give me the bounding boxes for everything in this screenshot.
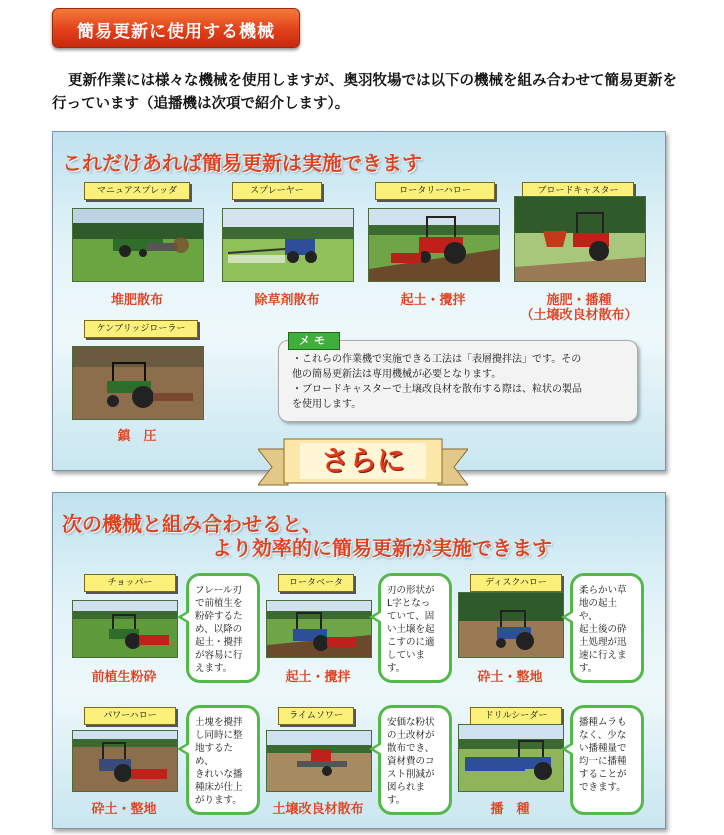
machine-caption: 除草剤散布 bbox=[254, 293, 320, 308]
disc-harrow-photo bbox=[458, 592, 564, 658]
info-bubble bbox=[186, 573, 260, 683]
machine-label: ロータリーハロー bbox=[375, 182, 495, 200]
info-bubble bbox=[378, 573, 452, 683]
machine-label: パワーハロー bbox=[84, 707, 176, 725]
memo-line: を使用します。 bbox=[292, 399, 362, 410]
cambridge-roller-photo bbox=[72, 346, 204, 420]
machine-caption: 施肥・播種 bbox=[546, 293, 612, 308]
machine-label: チョッパー bbox=[84, 574, 176, 592]
note-line: 安価な粉状 bbox=[387, 717, 435, 728]
note-line: め、以降の bbox=[195, 624, 243, 635]
note-line: 散布でき、 bbox=[387, 743, 435, 754]
machine-caption: 起土・攪拌 bbox=[400, 293, 466, 308]
info-bubble bbox=[186, 705, 260, 815]
machine-caption-sub: （土壌改良材散布） bbox=[520, 308, 638, 323]
memo-tag: メモ bbox=[288, 332, 340, 350]
note-line: できます。 bbox=[579, 782, 626, 793]
note-line: で前植生を bbox=[195, 598, 243, 609]
note-line: えます。 bbox=[195, 663, 233, 674]
note-line: 起土・攪拌 bbox=[195, 637, 243, 648]
note-line: がります。 bbox=[195, 795, 242, 806]
note-line: 播種ムラも bbox=[579, 717, 627, 728]
note-line: ていて、固 bbox=[387, 611, 435, 622]
note-line: 粉砕するた bbox=[195, 611, 243, 622]
note-line: し同時に整 bbox=[195, 730, 243, 741]
sarani-text: さらに bbox=[320, 444, 405, 477]
machine-caption: 砕土・整地 bbox=[477, 670, 543, 685]
note-line: 均一に播種 bbox=[579, 756, 627, 767]
machine-caption: 土壌改良材散布 bbox=[272, 802, 364, 817]
machine-label: ドリルシーダー bbox=[470, 707, 562, 725]
machine-label: スプレーヤー bbox=[232, 182, 322, 200]
machine-caption: 起土・攪拌 bbox=[285, 670, 351, 685]
note-line: こすのに適 bbox=[387, 637, 435, 648]
broadcaster-photo bbox=[514, 196, 646, 282]
note-line: L字となっ bbox=[387, 598, 431, 609]
note-line: い播種量で bbox=[579, 743, 627, 754]
sarani-ribbon bbox=[258, 435, 468, 490]
note-line: 土塊を攪拌 bbox=[195, 717, 243, 728]
note-line: の土改材が bbox=[387, 730, 435, 741]
machine-caption: 堆肥散布 bbox=[110, 293, 163, 308]
note-line: きれいな播 bbox=[195, 769, 243, 780]
note-line: 地するため、 bbox=[195, 743, 234, 767]
machine-label: ケンブリッジローラー bbox=[84, 320, 198, 338]
note-line: スト削減が bbox=[387, 769, 435, 780]
note-line: 土処理が迅 bbox=[579, 637, 627, 648]
section-header bbox=[52, 8, 300, 48]
chopper-photo bbox=[72, 600, 178, 658]
note-line: 種床が仕上 bbox=[195, 782, 243, 793]
machine-label: ブロードキャスター bbox=[522, 182, 634, 200]
panel2-title-line2: より効率的に簡易更新が実施できます bbox=[212, 536, 552, 560]
machine-label: ディスクハロー bbox=[470, 574, 562, 592]
memo-line: ・ブロードキャスターで土壌改良材を散布する際は、粒状の製品 bbox=[292, 384, 582, 395]
intro-paragraph: 更新作業には様々な機械を使用しますが、奥羽牧場では以下の機械を組み合わせて簡易更新を行っています（追播機は次項で紹介します）。 bbox=[52, 73, 677, 112]
note-line: 起土後の砕 bbox=[579, 624, 627, 635]
note-line: しています。 bbox=[387, 650, 426, 674]
note-line: 刃の形状が bbox=[387, 585, 435, 596]
machine-caption: 砕土・整地 bbox=[91, 802, 157, 817]
note-line: 柔らかい草 bbox=[579, 585, 627, 596]
panel1-title: これだけあれば簡易更新は実施できます bbox=[62, 151, 422, 175]
info-bubble bbox=[570, 705, 644, 815]
info-bubble bbox=[570, 573, 644, 683]
machine-label: マニュアスプレッダ bbox=[84, 182, 190, 200]
rotary-harrow-photo bbox=[368, 208, 500, 282]
note-line: 地の起土や、 bbox=[579, 598, 618, 622]
panel2-title-line1: 次の機械と組み合わせると、 bbox=[62, 512, 322, 536]
note-line: 速に行えま bbox=[579, 650, 627, 661]
rotavator-photo bbox=[266, 600, 372, 658]
machine-caption: 鎮 圧 bbox=[117, 429, 157, 444]
info-bubble bbox=[378, 705, 452, 815]
sprayer-photo bbox=[222, 208, 354, 282]
drill-seeder-photo bbox=[458, 724, 564, 792]
note-line: が容易に行 bbox=[195, 650, 243, 661]
power-harrow-photo bbox=[72, 730, 178, 792]
memo-line: 他の簡易更新法は専用機械が必要となります。 bbox=[292, 369, 502, 380]
note-line: 資材費のコ bbox=[387, 756, 435, 767]
section-title: 簡易更新に使用する機械 bbox=[77, 22, 275, 42]
lime-sower-photo bbox=[266, 730, 372, 792]
machine-caption: 前植生粉砕 bbox=[91, 670, 157, 685]
note-line: す。 bbox=[579, 663, 598, 674]
note-line: なく、少な bbox=[579, 730, 627, 741]
note-line: い土壌を起 bbox=[387, 624, 435, 635]
note-line: することが bbox=[579, 769, 627, 780]
machine-label: ライムソワー bbox=[278, 707, 354, 725]
note-line: フレール刃 bbox=[195, 585, 242, 596]
memo-line: ・これらの作業機で実施できる工法は「表層攪拌法」です。その bbox=[292, 354, 582, 365]
manure-spreader-photo bbox=[72, 208, 204, 282]
machine-label: ロータベータ bbox=[278, 574, 354, 592]
machine-caption: 播 種 bbox=[490, 802, 530, 817]
note-line: 図られます。 bbox=[387, 782, 426, 806]
memo-text bbox=[292, 352, 630, 412]
